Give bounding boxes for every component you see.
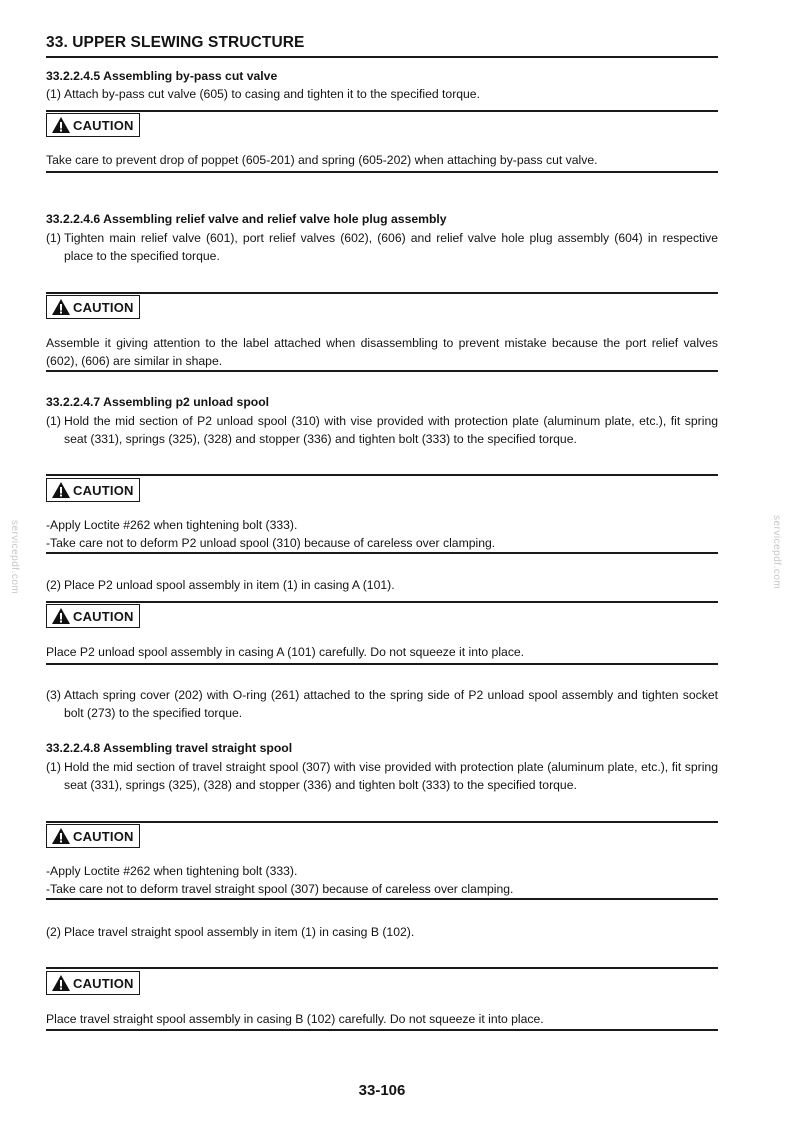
caution-label: CAUTION bbox=[73, 608, 134, 624]
step bbox=[46, 686, 718, 722]
caution-top-rule bbox=[46, 601, 718, 603]
caution-text: Place travel straight spool assembly in casing B (102) carefully. Do not squeeze it into place. bbox=[46, 1012, 544, 1026]
step-number: (1) bbox=[46, 231, 61, 245]
step-number: (2) bbox=[46, 578, 61, 592]
caution-text-line: -Take care not to deform P2 unload spool (310) because of careless over clamping. bbox=[46, 536, 496, 550]
warning-triangle-icon bbox=[51, 116, 71, 134]
step-number: (2) bbox=[46, 925, 61, 939]
step-text: Attach by-pass cut valve (605) to casing and tighten it to the specified torque. bbox=[64, 87, 480, 101]
caution-bottom-rule bbox=[46, 370, 718, 372]
step-text: Tighten main relief valve (601), port relief valves (602), (606) and relief valve hole plug assembly (604) in respective place to the specified torque. bbox=[64, 231, 718, 263]
caution-bottom-rule bbox=[46, 171, 718, 173]
step-text: Place P2 unload spool assembly in item (1) in casing A (101). bbox=[64, 578, 395, 592]
step-number: (1) bbox=[46, 760, 61, 774]
warning-triangle-icon bbox=[51, 481, 71, 499]
caution-top-rule bbox=[46, 967, 718, 969]
page-number: 33-106 bbox=[358, 1082, 406, 1099]
watermark-right: servicepdf.com bbox=[771, 515, 782, 590]
caution-badge bbox=[46, 295, 140, 319]
caution-text: Place P2 unload spool assembly in casing A (101) carefully. Do not squeeze it into place. bbox=[46, 645, 525, 659]
section-heading: 33.2.2.4.6 Assembling relief valve and relief valve hole plug assembly bbox=[46, 212, 447, 226]
watermark-left: servicepdf.com bbox=[9, 520, 20, 595]
caution-badge bbox=[46, 604, 140, 628]
caution-badge bbox=[46, 971, 140, 995]
caution-label: CAUTION bbox=[73, 299, 134, 315]
caution-label: CAUTION bbox=[73, 482, 134, 498]
caution-top-rule bbox=[46, 292, 718, 294]
caution-text-line: -Apply Loctite #262 when tightening bolt (333). bbox=[46, 864, 298, 878]
caution-top-rule bbox=[46, 474, 718, 476]
caution-bottom-rule bbox=[46, 898, 718, 900]
step bbox=[46, 758, 718, 794]
step bbox=[46, 412, 718, 448]
step-number: (3) bbox=[46, 688, 61, 702]
caution-label: CAUTION bbox=[73, 975, 134, 991]
caution-text: Take care to prevent drop of poppet (605-201) and spring (605-202) when attaching by-pass cut valve. bbox=[46, 153, 598, 167]
step-text: Attach spring cover (202) with O-ring (261) attached to the spring side of P2 unload spool assembly and tighten socket bolt (273) to the specified torque. bbox=[64, 688, 718, 720]
section-heading: 33.2.2.4.7 Assembling p2 unload spool bbox=[46, 395, 270, 409]
step-text: Place travel straight spool assembly in item (1) in casing B (102). bbox=[64, 925, 415, 939]
caution-text-line: -Take care not to deform travel straight spool (307) because of careless over clamping. bbox=[46, 882, 514, 896]
section-heading: 33.2.2.4.5 Assembling by-pass cut valve bbox=[46, 69, 278, 83]
caution-bottom-rule bbox=[46, 663, 718, 665]
warning-triangle-icon bbox=[51, 827, 71, 845]
step-text: Hold the mid section of P2 unload spool (310) with vise provided with protection plate (aluminum plate, etc.), fit spring seat (331), springs (325), (328) and stopper (336) and tighten bolt (333) to the specified torque. bbox=[64, 414, 718, 446]
page-number-container bbox=[0, 1082, 794, 1099]
warning-triangle-icon bbox=[51, 974, 71, 992]
warning-triangle-icon bbox=[51, 298, 71, 316]
step bbox=[46, 85, 718, 103]
caution-bottom-rule bbox=[46, 1029, 718, 1031]
caution-label: CAUTION bbox=[73, 117, 134, 133]
caution-badge bbox=[46, 824, 140, 848]
section-heading: 33.2.2.4.8 Assembling travel straight spool bbox=[46, 741, 293, 755]
caution-label: CAUTION bbox=[73, 828, 134, 844]
step bbox=[46, 923, 718, 941]
caution-badge bbox=[46, 478, 140, 502]
page-title: 33. UPPER SLEWING STRUCTURE bbox=[46, 34, 305, 51]
step bbox=[46, 229, 718, 265]
header-rule bbox=[46, 56, 718, 58]
caution-bottom-rule bbox=[46, 552, 718, 554]
step-number: (1) bbox=[46, 414, 61, 428]
step-number: (1) bbox=[46, 87, 61, 101]
caution-top-rule bbox=[46, 110, 718, 112]
caution-text: Assemble it giving attention to the label attached when disassembling to prevent mistake because the port relief valves (602), (606) are similar in shape. bbox=[46, 336, 718, 368]
warning-triangle-icon bbox=[51, 607, 71, 625]
step-text: Hold the mid section of travel straight spool (307) with vise provided with protection plate (aluminum plate, etc.), fit spring seat (331), springs (325), (328) and stopper (336) and tighten bolt (333) to the specified torque. bbox=[64, 760, 718, 792]
caution-text-line: -Apply Loctite #262 when tightening bolt (333). bbox=[46, 518, 298, 532]
caution-top-rule bbox=[46, 821, 718, 823]
caution-badge bbox=[46, 113, 140, 137]
step bbox=[46, 576, 718, 594]
